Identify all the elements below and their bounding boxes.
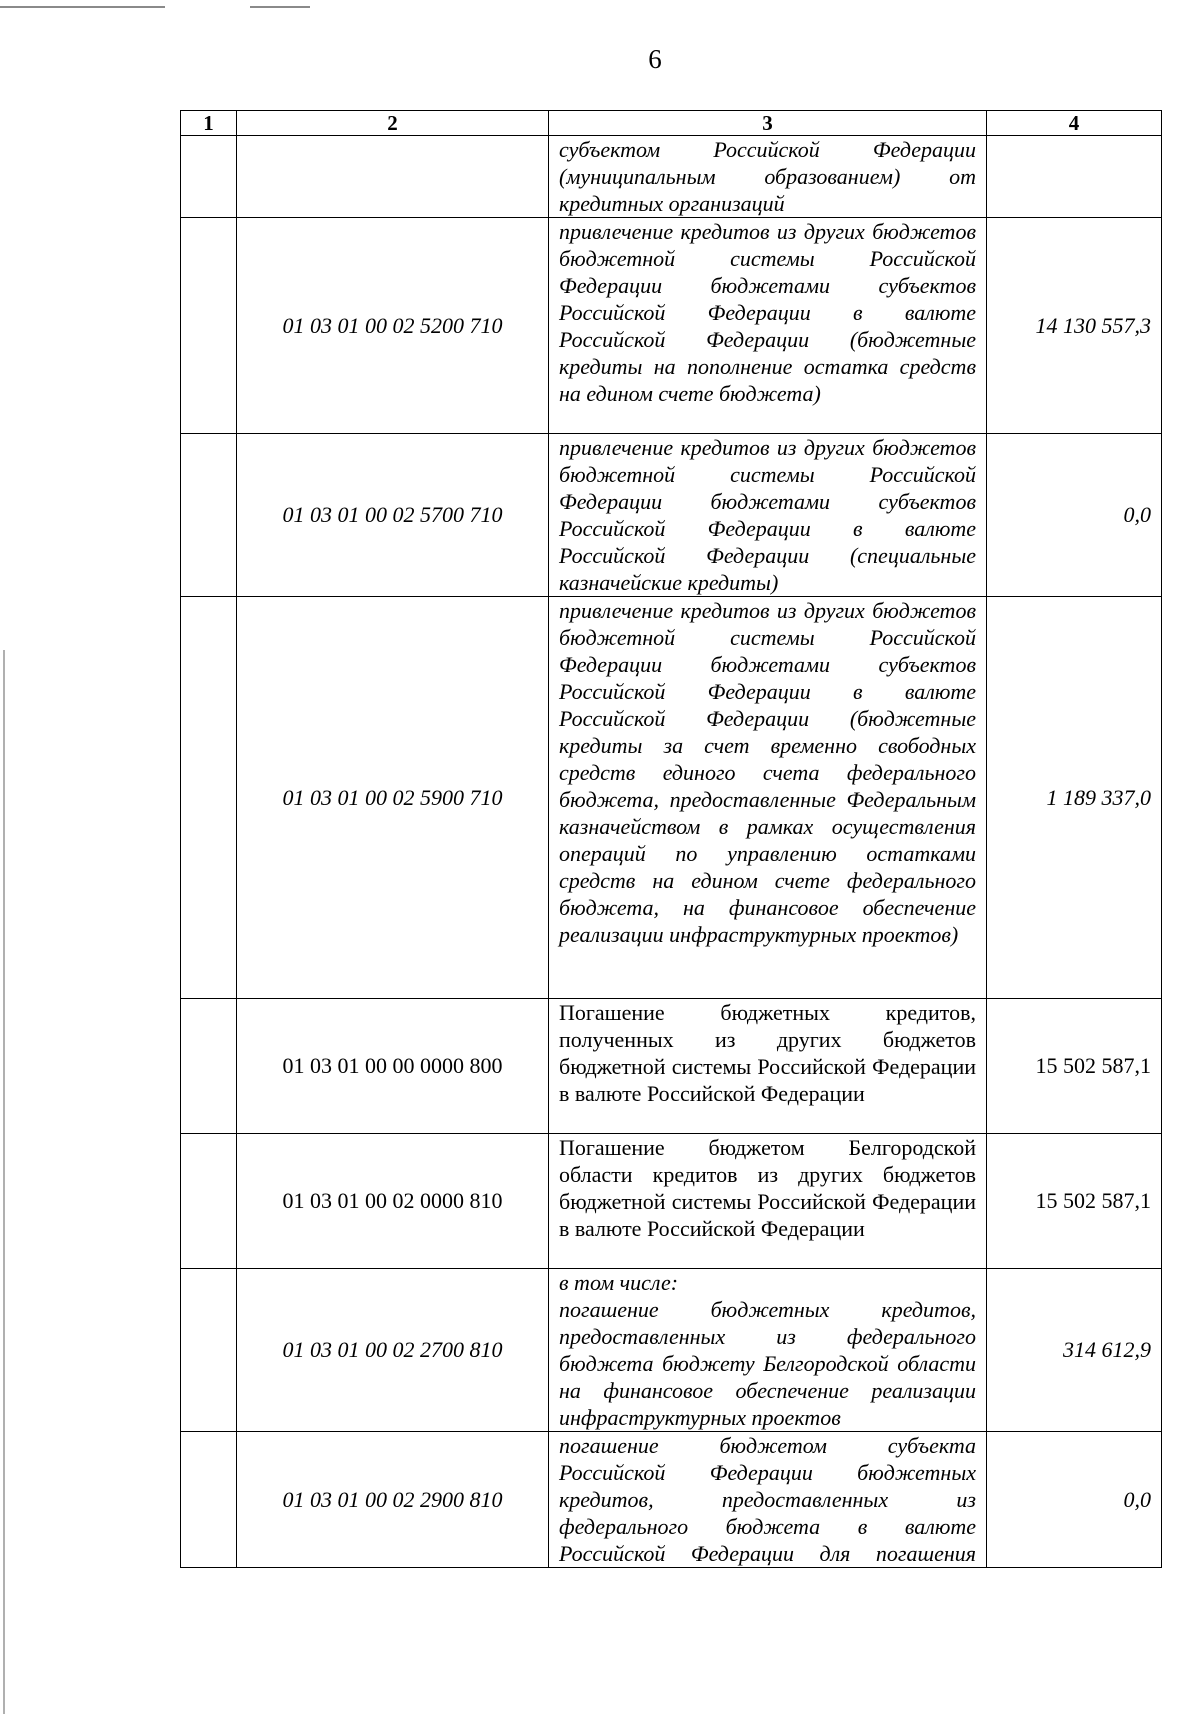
description-text: привлечение кредитов из других бюджетов бюджетной системы Российской Федерации бюджетами субъектов Российской Федерации в валюте Российской Федерации (специальные казначейские кредиты) xyxy=(559,435,976,595)
row-number-cell xyxy=(181,1269,237,1432)
amount-cell: 0,0 xyxy=(987,1432,1162,1568)
row-number-cell xyxy=(181,434,237,597)
amount-cell: 15 502 587,1 xyxy=(987,999,1162,1134)
scan-artifact-line xyxy=(3,650,5,1714)
description-text: погашение бюджетных кредитов, предоставленных из федерального бюджета бюджету Белгородской области на финансовое обеспечение реализации инфраструктурных проектов xyxy=(559,1297,976,1430)
description-cell xyxy=(549,136,987,218)
amount-cell: 314 612,9 xyxy=(987,1269,1162,1432)
amount-cell: 15 502 587,1 xyxy=(987,1134,1162,1269)
budget-sources-table xyxy=(180,110,1162,1568)
code-cell: 01 03 01 00 02 0000 810 xyxy=(237,1134,549,1269)
row-number-cell xyxy=(181,218,237,434)
row-number-cell xyxy=(181,1432,237,1568)
description-text: Погашение бюджетом Белгородской области кредитов из других бюджетов бюджетной системы Российской Федерации в валюте Российской Федерации xyxy=(559,1135,976,1241)
description-cell xyxy=(549,999,987,1134)
page-number: 6 xyxy=(648,44,662,74)
table-row xyxy=(181,1432,1162,1568)
description-cell xyxy=(549,597,987,999)
row-number-cell xyxy=(181,136,237,218)
table-row xyxy=(181,1134,1162,1269)
table-row xyxy=(181,218,1162,434)
table-row xyxy=(181,434,1162,597)
description-text: Погашение бюджетных кредитов, полученных из других бюджетов бюджетной системы Российской Федерации в валюте Российской Федерации xyxy=(559,1000,976,1106)
amount-cell xyxy=(987,136,1162,218)
code-cell: 01 03 01 00 02 5900 710 xyxy=(237,597,549,999)
description-text: погашение бюджетом субъекта Российской Федерации бюджетных кредитов, предоставленных из федерального бюджета в валюте Российской Федерации для погашения xyxy=(559,1433,976,1566)
table-row xyxy=(181,597,1162,999)
description-text: привлечение кредитов из других бюджетов бюджетной системы Российской Федерации бюджетами субъектов Российской Федерации в валюте Российской Федерации (бюджетные кредиты на пополнение остатка средств на едином счете бюджета) xyxy=(559,219,976,406)
amount-cell: 1 189 337,0 xyxy=(987,597,1162,999)
amount-cell: 0,0 xyxy=(987,434,1162,597)
description-cell xyxy=(549,1269,987,1432)
scan-artifact-line xyxy=(250,6,310,8)
code-cell: 01 03 01 00 02 5200 710 xyxy=(237,218,549,434)
code-cell: 01 03 01 00 02 5700 710 xyxy=(237,434,549,597)
description-text: привлечение кредитов из других бюджетов бюджетной системы Российской Федерации бюджетами субъектов Российской Федерации в валюте Российской Федерации (бюджетные кредиты за счет временно свободных средств единого счета федерального бюджета, предоставленные Федеральным казначейством в рамках осуществления операций по управлению остатками средств на едином счете федерального бюджета, на финансовое обеспечение реализации инфраструктурных проектов) xyxy=(559,598,976,947)
column-header-3: 3 xyxy=(549,111,987,136)
column-header-2: 2 xyxy=(237,111,549,136)
code-cell xyxy=(237,136,549,218)
row-number-cell xyxy=(181,597,237,999)
table-row xyxy=(181,1269,1162,1432)
description-intro: в том числе: xyxy=(559,1270,679,1295)
description-cell xyxy=(549,218,987,434)
code-cell: 01 03 01 00 02 2700 810 xyxy=(237,1269,549,1432)
column-header-4: 4 xyxy=(987,111,1162,136)
description-cell xyxy=(549,1134,987,1269)
row-number-cell xyxy=(181,1134,237,1269)
description-cell xyxy=(549,434,987,597)
scan-artifact-line xyxy=(0,6,165,8)
amount-cell: 14 130 557,3 xyxy=(987,218,1162,434)
code-cell: 01 03 01 00 00 0000 800 xyxy=(237,999,549,1134)
column-header-1: 1 xyxy=(181,111,237,136)
code-cell: 01 03 01 00 02 2900 810 xyxy=(237,1432,549,1568)
row-number-cell xyxy=(181,999,237,1134)
table-header-row xyxy=(181,111,1162,136)
description-cell xyxy=(549,1432,987,1568)
description-text: субъектом Российской Федерации (муниципальным образованием) от кредитных организаций xyxy=(559,137,976,216)
table-row xyxy=(181,999,1162,1134)
table-row xyxy=(181,136,1162,218)
